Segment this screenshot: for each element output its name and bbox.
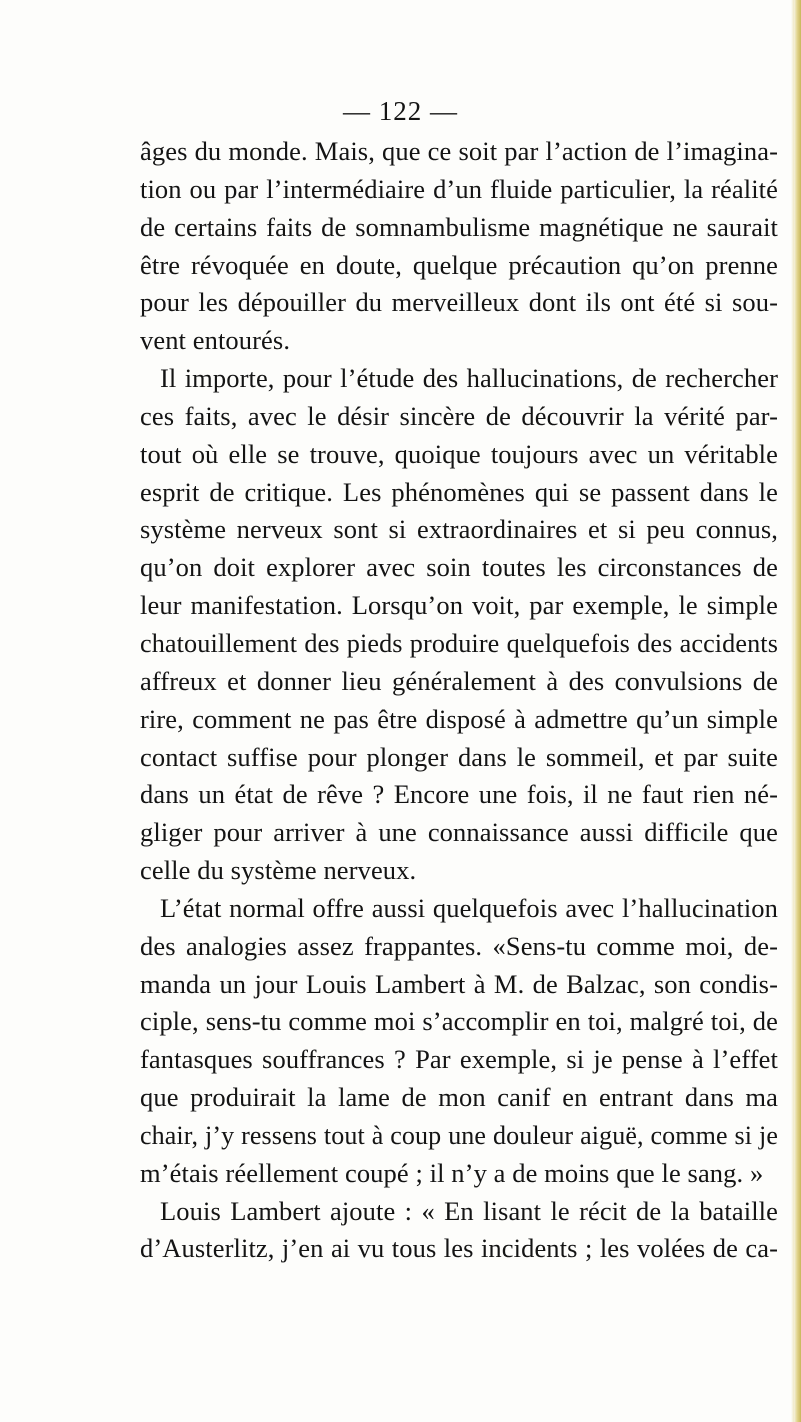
- text-line: gliger pour arriver à une connaissance aussi difficile que: [140, 817, 778, 848]
- page-edge: [794, 0, 801, 1422]
- text-line: qu’on doit explorer avec soin toutes les circonstances de: [140, 552, 778, 583]
- text-line: leur manifestation. Lorsqu’on voit, par exemple, le simple: [140, 590, 778, 621]
- text-line: chair, j’y ressens tout à coup une douleur aiguë, comme si je: [140, 1120, 778, 1150]
- text-line: âges du monde. Mais, que ce soit par l’action de l’imagina-: [140, 136, 778, 166]
- text-line: Louis Lambert ajoute : « En lisant le récit de la bataille: [160, 1195, 778, 1226]
- text-line: d’Austerlitz, j’en ai vu tous les incidents ; les volées de ca-: [140, 1233, 778, 1264]
- text-line: dans un état de rêve ? Encore une fois, il ne faut rien né-: [140, 779, 778, 810]
- text-line: être révoquée en doute, quelque précaution qu’on prenne: [140, 249, 778, 280]
- text-line: rire, comment ne pas être disposé à admettre qu’un simple: [140, 703, 778, 734]
- text-line: L’état normal offre aussi quelquefois avec l’hallucination: [160, 892, 778, 923]
- text-line: tout où elle se trouve, quoique toujours avec un véritable: [140, 438, 778, 469]
- text-line: manda un jour Louis Lambert à M. de Balzac, son condis-: [140, 968, 778, 999]
- text-line: esprit de critique. Les phénomènes qui se passent dans le: [140, 476, 778, 507]
- text-line: vent entourés.: [140, 325, 291, 356]
- text-line: système nerveux sont si extraordinaires et si peu connus,: [140, 514, 778, 545]
- text-line: de certains faits de somnambulisme magnétique ne saurait: [140, 211, 778, 242]
- text-line: Il importe, pour l’étude des hallucinations, de rechercher: [160, 363, 778, 394]
- text-line: ces faits, avec le désir sincère de découvrir la vérité par-: [140, 400, 778, 431]
- text-line: celle du système nerveux.: [140, 855, 417, 886]
- text-line: tion ou par l’intermédiaire d’un fluide particulier, la réalité: [140, 173, 778, 204]
- body-text: [140, 133, 778, 1268]
- text-line: chatouillement des pieds produire quelquefois des accidents: [140, 628, 778, 658]
- text-line: m’étais réellement coupé ; il n’y a de moins que le sang. »: [140, 1157, 764, 1188]
- text-line: que produirait la lame de mon canif en entrant dans ma: [140, 1082, 778, 1113]
- text-line: ciple, sens-tu comme moi s’accomplir en toi, malgré toi, de: [140, 1006, 778, 1037]
- text-line: des analogies assez frappantes. «Sens-tu comme moi, de-: [140, 930, 778, 961]
- text-line: affreux et donner lieu généralement à des convulsions de: [140, 665, 778, 696]
- text-line: pour les dépouiller du merveilleux dont ils ont été si sou-: [140, 287, 778, 318]
- text-line: fantasques souffrances ? Par exemple, si je pense à l’effet: [140, 1044, 778, 1075]
- text-line: contact suffise pour plonger dans le sommeil, et par suite: [140, 741, 778, 772]
- page-number: — 122 —: [343, 96, 458, 126]
